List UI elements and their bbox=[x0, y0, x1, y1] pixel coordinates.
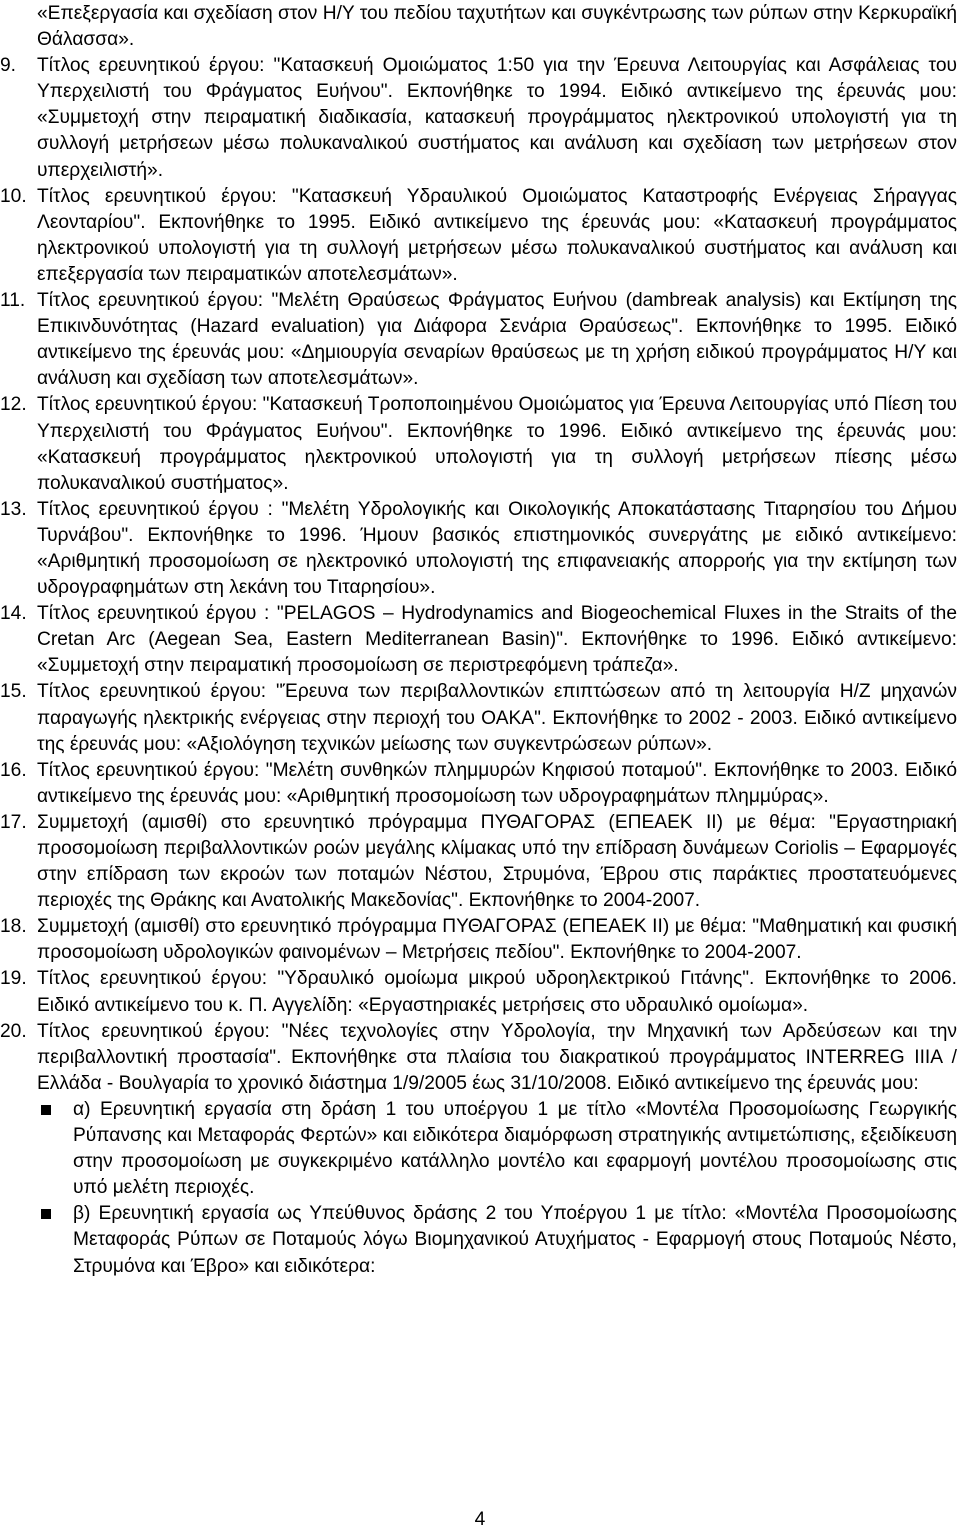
item-number: 19. bbox=[0, 968, 27, 990]
list-item bbox=[0, 184, 957, 288]
list-item bbox=[0, 758, 957, 810]
item-text: Τίτλος ερευνητικού έργου: "Έρευνα των περιβαλλοντικών επιπτώσεων από τη λειτουργία Η/Ζ μηχανών παραγωγής ηλεκτρικής ενέργειας στην περιοχή του ΟΑΚΑ". Εκπονήθηκε το 2002 - 2003. Ειδικό αντικείμενο της έρευνάς μου: «Αξιολόγηση τεχνικών μείωσης των συγκεντρώσεων ρύπων». bbox=[37, 681, 957, 755]
item-number: 20. bbox=[0, 1020, 27, 1042]
item-number: 18. bbox=[0, 916, 27, 938]
item-number: 10. bbox=[0, 185, 27, 207]
list-item bbox=[0, 497, 957, 601]
item-text: Συμμετοχή (αμισθί) στο ερευνητικό πρόγραμμα ΠΥΘΑΓΟΡΑΣ (ΕΠΕΑΕΚ ΙΙ) με θέμα: "Εργαστηριακή προσομοίωση περιβαλλοντικών ροών μεγάλης κλίμακας υπό την επίδραση δυνάμεων Coriolis – Εφαρμογές στην επίδραση των εκροών των ποταμών Νέστου, Στρυμόνα, Έβρου στις παράκτιες προστατευόμενες περιοχές της Θράκης και Ανατολικής Μακεδονίας". Εκπονήθηκε το 2004-2007. bbox=[37, 811, 957, 912]
list-item bbox=[0, 810, 957, 914]
item-text: Τίτλος ερευνητικού έργου : "PELAGOS – Hydrodynamics and Biogeochemical Fluxes in the Straits of the Cretan Arc (Aegean Sea, Eastern Mediterranean Basin)". Εκπονήθηκε το 1996. Ειδικό αντικείμενο: «Συμμετοχή στην πειραματική προσομοίωση σε περιστρεφόμενη τράπεζα». bbox=[37, 603, 957, 677]
item-text: Τίτλος ερευνητικού έργου: "Υδραυλικό ομοίωμα μικρού υδροηλεκτρικού Γιτάνης". Εκπονήθηκε το 2006. Ειδικό αντικείμενο του κ. Π. Αγγελίδη: «Εργαστηριακές μετρήσεις στο υδραυλικό ομοίωμα». bbox=[37, 968, 957, 1016]
item-text: Τίτλος ερευνητικού έργου: "Κατασκευή Τροποποιημένου Ομοιώματος για Έρευνα Λειτουργίας υπό Πίεση του Υπερχειλιστή του Φράγματος Ευήνου". Εκπονήθηκε το 1996. Ειδικό αντικείμενο της έρευνάς μου: «Κατασκευή προγράμματος ηλεκτρονικού υπολογιστή για τη συλλογή μετρήσεων πίεσης μέσω πολυκαναλικού συστήματος». bbox=[37, 394, 957, 494]
list-item bbox=[0, 679, 957, 757]
item-number: 13. bbox=[0, 498, 27, 520]
list-item bbox=[0, 392, 957, 496]
list-item bbox=[0, 53, 957, 183]
list-item bbox=[0, 601, 957, 679]
bullet-text: β) Ερευνητική εργασία ως Υπεύθυνος δράσης 2 του Υποέργου 1 με τίτλο: «Μοντέλα Προσομοίωσης Μεταφοράς Ρύπων σε Ποταμούς λόγω Βιομηχανικού Ατυχήματος - Εφαρμογή στους Ποταμούς Νέστο, Στρυμόνα και Έβρο» και ειδικότερα: bbox=[73, 1203, 957, 1277]
list-item bbox=[0, 1019, 957, 1097]
list-item bbox=[0, 966, 957, 1018]
list-item bbox=[0, 288, 957, 392]
item-text: Συμμετοχή (αμισθί) στο ερευνητικό πρόγραμμα ΠΥΘΑΓΟΡΑΣ (ΕΠΕΑΕΚ ΙΙ) με θέμα: "Μαθηματική και φυσική προσομοίωση υδρολογικών φαινομένων – Μετρήσεις πεδίου". Εκπονήθηκε το 2004-2007. bbox=[37, 916, 957, 964]
list-item bbox=[0, 914, 957, 966]
bullet-list bbox=[37, 1097, 957, 1280]
page-number: 4 bbox=[474, 1509, 486, 1530]
item-number: 15. bbox=[0, 681, 27, 703]
item-number: 14. bbox=[0, 603, 27, 625]
item-number: 11. bbox=[0, 290, 26, 312]
bullet-item bbox=[73, 1201, 957, 1279]
square-bullet-icon bbox=[41, 1105, 51, 1115]
document-body bbox=[0, 1, 957, 1280]
item-text: Τίτλος ερευνητικού έργου: "Μελέτη Θραύσεως Φράγματος Ευήνου (dambreak analysis) και Εκτίμηση της Επικινδυνότητας (Hazard evaluation) για Διάφορα Σενάρια Θραύσεως". Εκπονήθηκε το 1995. Ειδικό αντικείμενο της έρευνάς μου: «Δημιουργία σεναρίων θραύσεως με τη χρήση ειδικού προγράμματος Η/Υ και ανάλυση και σχεδίαση των αποτελεσμάτων». bbox=[37, 290, 957, 390]
square-bullet-icon bbox=[41, 1209, 51, 1219]
item-text: Τίτλος ερευνητικού έργου: "Κατασκευή Υδραυλικού Ομοιώματος Καταστροφής Ενέργειας Σήραγγας Λεονταρίου". Εκπονήθηκε το 1995. Ειδικό αντικείμενο της έρευνάς μου: «Κατασκευή προγράμματος ηλεκτρονικού υπολογιστή για τη συλλογή μετρήσεων μέσω πολυκαναλικού συστήματος και ανάλυση και επεξεργασία των πειραματικών αποτελεσμάτων». bbox=[37, 185, 957, 285]
item-number: 12. bbox=[0, 394, 27, 416]
item-text: Τίτλος ερευνητικού έργου : "Μελέτη Υδρολογικής και Οικολογικής Αποκατάστασης Τιταρησίου του Δήμου Τυρνάβου". Εκπονήθηκε το 1996. Ήμουν βασικός επιστημονικός συνεργάτης με ειδικό αντικείμενο: «Αριθμητική προσομοίωση σε ηλεκτρονικό υπολογιστή της επιφανειακής απορροής για την εκτίμηση των υδρογραφημάτων στη λεκάνη του Τιταρησίου». bbox=[37, 498, 957, 599]
item-number: 16. bbox=[0, 759, 27, 781]
bullet-item bbox=[73, 1097, 957, 1201]
item-number: 17. bbox=[0, 811, 27, 833]
item-text: Τίτλος ερευνητικού έργου: "Μελέτη συνθηκών πλημμυρών Κηφισού ποταμού". Εκπονήθηκε το 2003. Ειδικό αντικείμενο της έρευνάς μου: «Αριθμητική προσομοίωση των υδρογραφημάτων πλημμύρας». bbox=[37, 759, 957, 807]
item-text: Τίτλος ερευνητικού έργου: "Κατασκευή Ομοιώματος 1:50 για την Έρευνα Λειτουργίας και Ασφάλειας του Υπερχειλιστή του Φράγματος Ευήνου". Εκπονήθηκε το 1994. Ειδικό αντικείμενο της έρευνάς μου: «Συμμετοχή στην πειραματική διαδικασία, κατασκευή προγράμματος ηλεκτρονικού υπολογιστή για τη συλλογή μετρήσεων μέσω πολυκαναλικού συστήματος και ανάλυση και σχεδίαση των μετρήσεων στον υπερχειλιστή». bbox=[37, 55, 957, 181]
item-number: 9. bbox=[0, 55, 17, 77]
bullet-text: α) Ερευνητική εργασία στη δράση 1 του υποέργου 1 με τίτλο «Μοντέλα Προσομοίωσης Γεωργικής Ρύπανσης και Μεταφοράς Φερτών» και ειδικότερα διαμόρφωση στρατηγικής αντιμετώπισης, εξειδίκευση στην προσομοίωση με συγκεκριμένο κατάλληλο μοντέλο και εφαρμογή μοντέλου προσομοίωσης στις υπό μελέτη περιοχές. bbox=[73, 1098, 957, 1199]
item-text: Τίτλος ερευνητικού έργου: "Νέες τεχνολογίες στην Υδρολογία, την Μηχανική των Αρδεύσεων και την περιβαλλοντική προστασία". Εκπονήθηκε στα πλαίσια του διακρατικού προγράμματος INTERREG IIIA / Ελλάδα - Βουλγαρία το χρονικό διάστημα 1/9/2005 έως 31/10/2008. Ειδικό αντικείμενο της έρευνάς μου: bbox=[37, 1020, 957, 1094]
project-list bbox=[0, 53, 957, 1097]
intro-paragraph: «Επεξεργασία και σχεδίαση στον Η/Υ του πεδίου ταχυτήτων και συγκέντρωσης των ρύπων στην Κερκυραϊκή Θάλασσα». bbox=[37, 3, 957, 51]
